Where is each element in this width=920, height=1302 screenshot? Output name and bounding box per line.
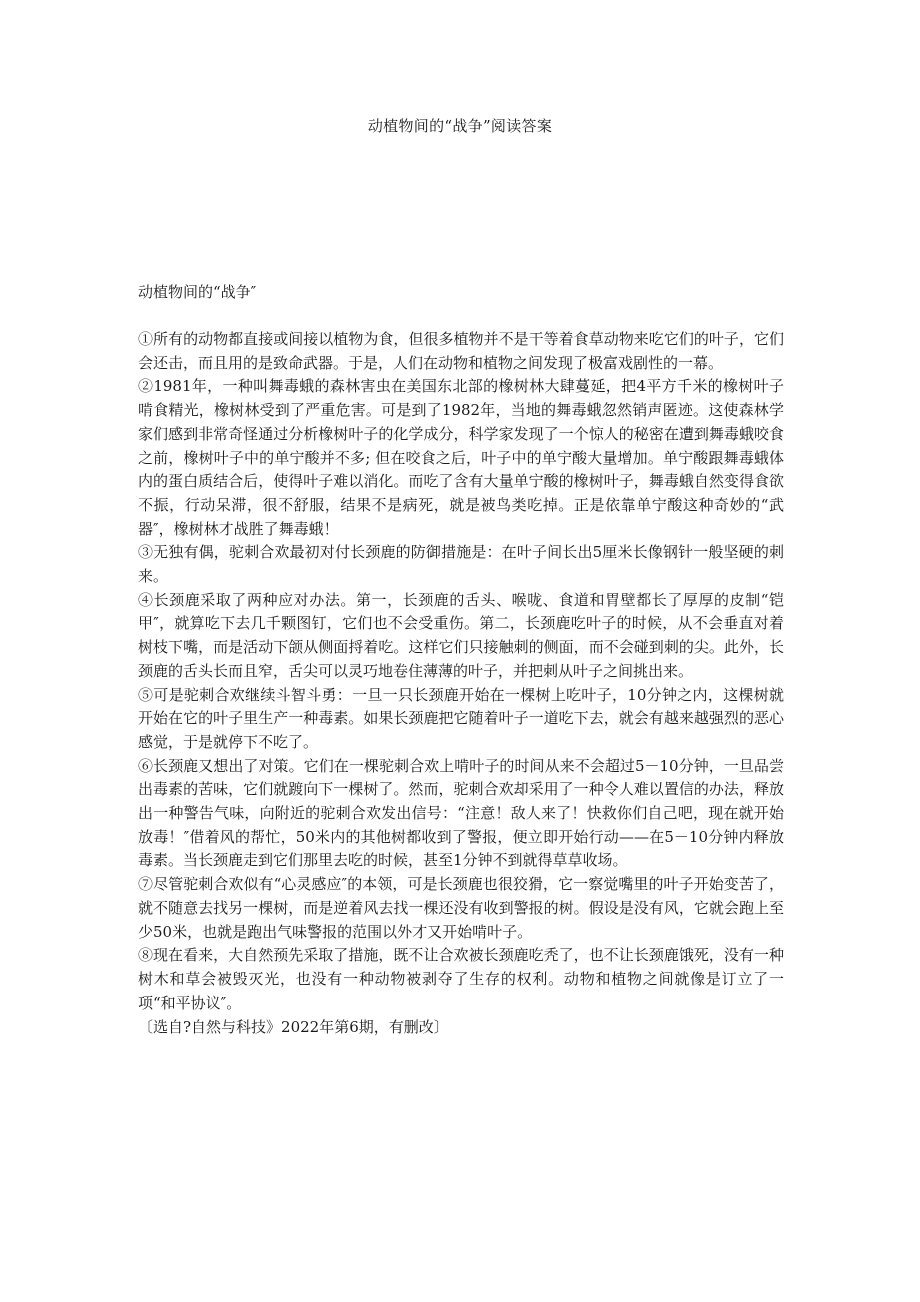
article-subtitle: 动植物间的“战争″ — [138, 283, 257, 301]
paragraph-6: ⑥长颈鹿又想出了对策。它们在一棵驼刺合欢上啃叶子的时间从来不会超过5－10分钟，一旦品尝出毒素的苦味，它们就踱向下一棵树了。然而，驼刺合欢却采用了一种令人难以置信的办法，释放出一种警告气味，向附近的驼刺合欢发出信号：“注意！敌人来了！快救你们自己吧，现在就开始放毒！″借着风的帮忙，50米内的其他树都收到了警报，便立即开始行动——在5－10分钟内释放毒素。当长颈鹿走到它们那里去吃的时候，甚至1分钟不到就得草草收场。 — [138, 756, 784, 870]
source-citation: 〔选自?自然与科技》2022年第6期，有删改〕 — [138, 1018, 449, 1037]
paragraph-8: ⑧现在看来，大自然预先采取了措施，既不让合欢被长颈鹿吃秃了，也不让长颈鹿饿死，没有一种树木和草会被毁灭光，也没有一种动物被剥夺了生存的权利。动物和植物之间就像是订立了一项“和平协议″。 — [138, 946, 784, 1012]
paragraph-3: ③无独有偶，驼刺合欢最初对付长颈鹿的防御措施是：在叶子间长出5厘米长像钢针一般坚硬的刺来。 — [138, 543, 784, 586]
paragraph-2: ②1981年，一种叫舞毒蛾的森林害虫在美国东北部的橡树林大肆蔓延，把4平方千米的橡树叶子啃食精光，橡树林受到了严重危害。可是到了1982年，当地的舞毒蛾忽然销声匿迹。这使森林学家们感到非常奇怪通过分析橡树叶子的化学成分，科学家发现了一个惊人的秘密在遭到舞毒蛾咬食之前，橡树叶子中的单宁酸并不多; 但在咬食之后，叶子中的单宁酸大量增加。单宁酸跟舞毒蛾体内的蛋白质结合后，使得叶子难以消化。而吃了含有大量单宁酸的橡树叶子，舞毒蛾自然变得食欲不振，行动呆滞，很不舒服，结果不是病死，就是被鸟类吃掉。正是依靠单宁酸这种奇妙的“武器″，橡树林才战胜了舞毒蛾！ — [138, 377, 784, 538]
document-title: 动植物间的“战争”阅读答案 — [367, 117, 553, 135]
paragraph-5: ⑤可是驼刺合欢继续斗智斗勇：一旦一只长颈鹿开始在一棵树上吃叶子，10分钟之内，这棵树就开始在它的叶子里生产一种毒素。如果长颈鹿把它随着叶子一道吃下去，就会有越来越强烈的恶心感觉，于是就停下不吃了。 — [138, 685, 784, 751]
paragraph-4: ④长颈鹿采取了两种应对办法。第一，长颈鹿的舌头、喉咙、食道和胃壁都长了厚厚的皮制“铠甲″，就算吃下去几千颗图钉，它们也不会受重伤。第二，长颈鹿吃叶子的时候，从不会垂直对着树枝下嘴，而是活动下颌从侧面捋着吃。这样它们只接触刺的侧面，而不会碰到刺的尖。此外，长颈鹿的舌头长而且窄，舌尖可以灵巧地卷住薄薄的叶子，并把刺从叶子之间挑出来。 — [138, 590, 784, 680]
paragraph-7: ⑦尽管驼刺合欢似有“心灵感应″的本领，可是长颈鹿也很狡猾，它一察觉嘴里的叶子开始变苦了，就不随意去找另一棵树，而是逆着风去找一棵还没有收到警报的树。假设是没有风，它就会跑上至少50米，也就是跑出气味警报的范围以外才又开始啃叶子。 — [138, 875, 784, 941]
article-body — [138, 280, 784, 1039]
paragraph-1: ①所有的动物都直接或间接以植物为食，但很多植物并不是干等着食草动物来吃它们的叶子，它们会还击，而且用的是致命武器。于是，人们在动物和植物之间发现了极富戏剧性的一幕。 — [138, 330, 784, 372]
